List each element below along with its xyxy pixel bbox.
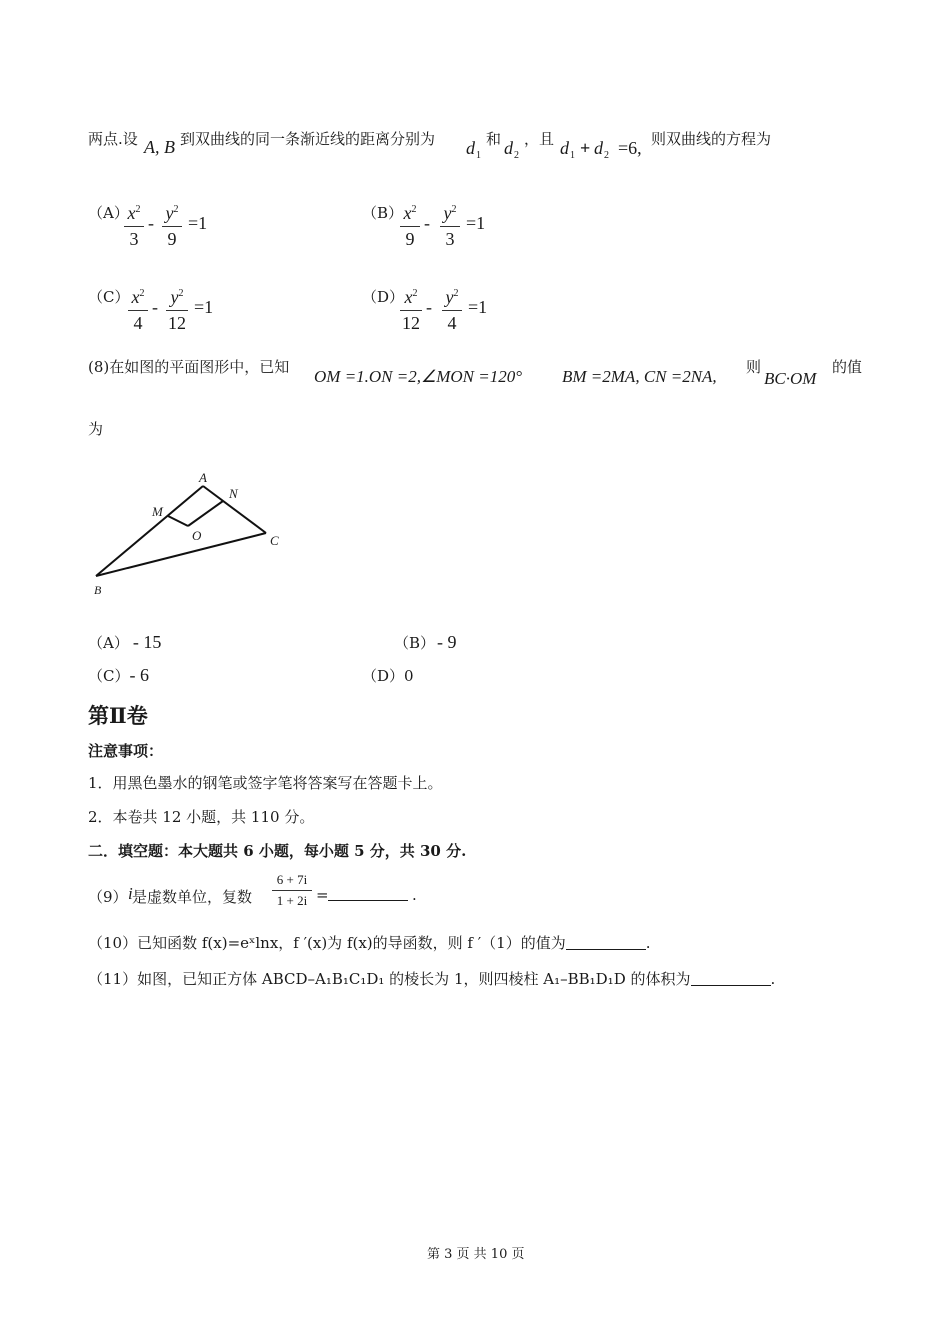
q7-d2: $d_2$ [504,138,519,161]
equals-one: =1 [468,297,488,317]
minus-sign: - [148,213,154,233]
label-n: N [229,486,238,501]
option-label: （D） [362,288,405,306]
q7-sum-rhs: $d_2$ [594,138,609,161]
q7-comma: ，且 [524,130,555,148]
y-squared-fraction: $y^2$ 3 [440,200,460,249]
minus-sign: - [426,297,432,317]
q11-end: . [770,970,776,988]
q9-denominator: 1 + 2i [276,893,308,908]
section-title: 第Ⅱ卷 [88,703,148,728]
q11-answer-blank[interactable] [691,971,771,986]
option-value: - 6 [129,665,149,685]
label-b: B [94,583,102,597]
q8-prefix: (8)在如图的平面图形中，已知 [88,358,290,376]
q10-answer-blank[interactable] [566,935,646,950]
notes-title: 注意事项： [88,742,164,760]
note-2: 2．本卷共 12 小题，共 110 分。 [88,808,315,826]
label-a: A [199,470,207,485]
q7-and: 和 [486,130,502,148]
q7-eq6: =6, [618,138,642,158]
q7-option-c [88,284,328,334]
q8-option-a [88,632,161,653]
q9-end: . [412,886,417,904]
q8-option-b [394,632,457,653]
equals-one: =1 [466,213,486,233]
x-squared-fraction: $x^2$ 4 [128,284,148,333]
y-squared-fraction: $y^2$ 9 [162,200,182,249]
label-o: O [192,528,202,543]
q9-fraction [272,872,312,909]
x-squared-fraction: $x^2$ 12 [402,287,420,333]
minus-sign: - [152,297,158,317]
q9-answer-blank[interactable] [328,886,408,901]
q8-then: 则 [746,358,762,376]
y-squared-fraction: $y^2$ 4 [442,284,462,333]
q7-prefix: 两点.设 [88,130,138,148]
q7-option-a [88,200,328,250]
equals-one: =1 [188,213,208,233]
q7-option-b [362,200,602,250]
q7-sum-lhs: $d_1$ [560,138,575,161]
option-label: （A） [88,634,129,652]
option-label: （C） [88,288,130,306]
q7-plus: + [580,138,591,158]
q8-vector: BC·OM [764,369,817,388]
option-value: 0 [404,667,414,685]
q10-end: . [645,934,651,952]
q8-figure [86,450,296,620]
q8-line2: 为 [88,420,104,438]
q8-stem [88,356,878,396]
y-squared-fraction: $y^2$ 12 [168,287,186,333]
option-value: - 9 [437,632,457,652]
q9-prefix: （9） [88,888,128,906]
q8-option-c [88,665,149,686]
q7-option-d [362,284,602,334]
option-value: - 15 [132,632,162,652]
option-label: （B） [362,204,404,222]
option-label: （D） [362,667,405,685]
x-squared-fraction: $x^2$ 9 [400,200,420,249]
label-c: C [270,533,279,548]
q10 [88,932,650,953]
q9-imag-unit: i [128,884,133,903]
option-label: （A） [88,204,129,222]
q7-text1: 到双曲线的同一条渐近线的距离分别为 [180,130,436,148]
q8-condition: OM =1.ON =2,∠MON =120° [314,367,523,386]
option-label: （B） [394,634,436,652]
q9-numerator: 6 + 7i [276,872,308,887]
q7-d1: $d_1$ [466,138,481,161]
option-label: （C） [88,667,130,685]
q11 [88,968,775,989]
q9-text: 是虚数单位，复数 [132,888,253,906]
q11-text: （11）如图，已知正方体 ABCD–A₁B₁C₁D₁ 的棱长为 1，则四棱柱 A₁–BB₁D₁D 的体积为 [88,970,691,988]
q7-tail: 则双曲线的方程为 [651,130,772,148]
q8-option-d [362,665,414,686]
page-footer: 第 3 页 共 10 页 [427,1247,525,1262]
q8-condition2: BM =2MA, CN =2NA, [562,367,717,386]
label-m: M [152,504,163,519]
equals-one: =1 [194,297,214,317]
fill-in-heading: 二．填空题：本大题共 6 小题，每小题 5 分，共 30 分. [88,842,467,860]
q9 [88,872,488,916]
note-1: 1．用黑色墨水的钢笔或签字笔将答案写在答题卡上。 [88,774,443,792]
q10-text: （10）已知函数 f(x)=eˣlnx，f ′(x)为 f(x)的导函数，则 f ′（1）的值为 [88,934,566,952]
q8-tail: 的值 [832,358,863,376]
minus-sign: - [424,213,430,233]
q9-eq: = [316,886,329,904]
x-squared-fraction: $x^2$ 3 [124,200,144,249]
q7-points-ab: A, B [144,137,175,157]
